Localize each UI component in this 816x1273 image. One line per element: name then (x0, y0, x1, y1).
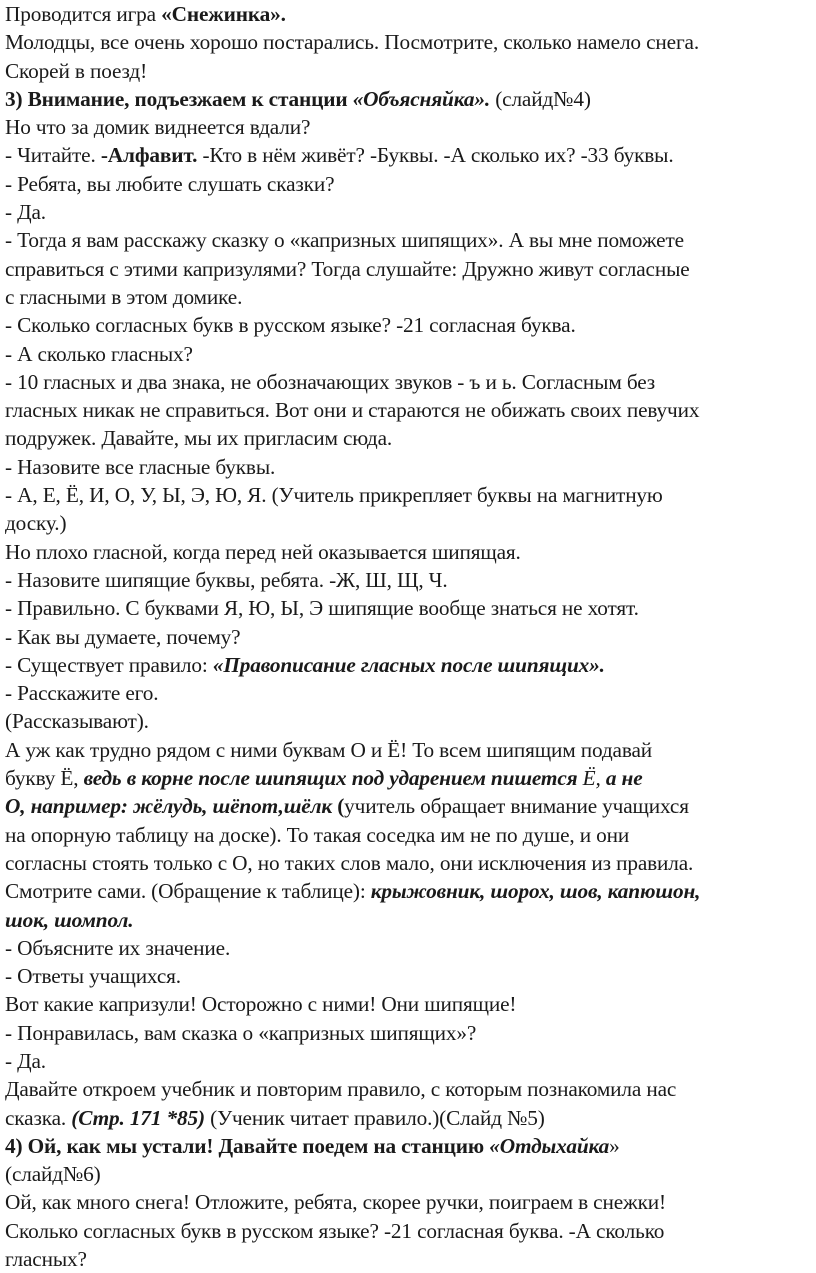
text-line (5, 1217, 813, 1245)
text-run: - Назовите шипящие буквы, ребята. -Ж, Ш, Щ, Ч. (5, 567, 448, 592)
emphasized-text-run: а не (600, 766, 643, 791)
emphasized-text-run: -Алфавит. (100, 143, 198, 168)
text-run: - Читайте. (5, 143, 101, 168)
text-run: - Да. (5, 200, 46, 225)
text-run: Но что за домик виднеется вдали? (5, 115, 311, 140)
text-run: (Ученик читает правило.)(Слайд №5) (204, 1105, 545, 1130)
emphasized-text-run: ведь в корне после шипящих под ударением пишется (83, 766, 583, 791)
text-run: - Да. (5, 1048, 46, 1073)
text-run: (Рассказывают). (5, 709, 149, 734)
text-run: Проводится игра (5, 2, 162, 26)
emphasized-text-run: «Отдыхайка (489, 1133, 610, 1158)
text-run: - Назовите все гласные буквы. (5, 454, 276, 479)
text-line (5, 424, 813, 452)
text-run: согласны стоять только с О, но таких слов мало, они исключения из правила. (5, 850, 694, 875)
text-line (5, 906, 813, 934)
emphasized-text-run: О, например: жёлудь, шёпот,шёлк (5, 794, 333, 819)
text-line (5, 849, 813, 877)
text-run: Давайте откроем учебник и повторим правило, с которым познакомила нас (5, 1077, 677, 1102)
text-line (5, 764, 813, 792)
text-line (5, 538, 813, 566)
text-line (5, 623, 813, 651)
emphasized-text-run: «Объясняйка». (352, 86, 491, 111)
text-line (5, 1245, 813, 1273)
text-line (5, 934, 813, 962)
text-line (5, 141, 813, 169)
text-run: (слайд№6) (5, 1162, 101, 1187)
emphasized-text-run: Ё, (582, 766, 601, 791)
text-run: - 10 гласных и два знака, не обозначающих звуков - ъ и ь. Согласным без (5, 369, 656, 394)
text-run: - Ребята, вы любите слушать сказки? (5, 171, 335, 196)
document-page (5, 0, 813, 1273)
text-line (5, 28, 813, 56)
text-line (5, 1188, 813, 1216)
text-run: - Как вы думаете, почему? (5, 624, 241, 649)
text-line (5, 368, 813, 396)
emphasized-text-run: 3) Внимание, подъезжаем к станции (5, 86, 353, 111)
text-run: Но плохо гласной, когда перед ней оказывается шипящая. (5, 539, 521, 564)
text-line (5, 962, 813, 990)
text-run: доску.) (5, 511, 67, 536)
text-run: » (609, 1133, 620, 1158)
text-line (5, 821, 813, 849)
text-run: справиться с этими капризулями? Тогда слушайте: Дружно живут согласные (5, 256, 690, 281)
text-run: гласных? (5, 1247, 87, 1272)
emphasized-text-run: ( (332, 794, 345, 819)
text-line (5, 453, 813, 481)
text-line (5, 170, 813, 198)
text-line (5, 340, 813, 368)
text-run: на опорную таблицу на доске). То такая соседка им не по душе, и они (5, 822, 630, 847)
text-line (5, 481, 813, 509)
text-run: - Ответы учащихся. (5, 964, 181, 989)
text-line (5, 651, 813, 679)
text-run: - Объясните их значение. (5, 935, 231, 960)
text-line (5, 792, 813, 820)
text-run: -Кто в нём живёт? -Буквы. -А сколько их? -33 буквы. (197, 143, 674, 168)
text-line (5, 1132, 813, 1160)
text-run: (слайд№4) (490, 86, 591, 111)
text-line (5, 198, 813, 226)
text-line (5, 57, 813, 85)
emphasized-text-run: крыжовник, шорох, шов, капюшон, (370, 879, 701, 904)
emphasized-text-run: «Правописание гласных после шипящих». (212, 652, 605, 677)
text-run: - Понравилась, вам сказка о «капризных шипящих»? (5, 1020, 477, 1045)
text-run: Сколько согласных букв в русском языке? -21 согласная буква. -А сколько (5, 1218, 665, 1243)
text-run: - Существует правило: (5, 652, 213, 677)
text-line (5, 594, 813, 622)
text-run: букву Ё, (5, 766, 84, 791)
text-line (5, 1075, 813, 1103)
text-line (5, 283, 813, 311)
text-run: Смотрите сами. (Обращение к таблице): (5, 879, 371, 904)
text-line (5, 679, 813, 707)
emphasized-text-run: (Стр. 171 *85) (71, 1105, 205, 1130)
text-run: Молодцы, все очень хорошо постарались. Посмотрите, сколько намело снега. (5, 30, 700, 55)
text-run: учитель обращает внимание учащихся (344, 794, 689, 819)
text-line (5, 311, 813, 339)
text-run: сказка. (5, 1105, 72, 1130)
text-line (5, 509, 813, 537)
text-line (5, 566, 813, 594)
text-line (5, 255, 813, 283)
text-line (5, 1160, 813, 1188)
text-run: - Расскажите его. (5, 681, 159, 706)
text-line (5, 707, 813, 735)
text-line (5, 396, 813, 424)
text-line (5, 226, 813, 254)
text-run: Вот какие капризули! Осторожно с ними! Они шипящие! (5, 992, 517, 1017)
text-line (5, 877, 813, 905)
text-run: А уж как трудно рядом с ними буквам О и Ё! То всем шипящим подавай (5, 737, 653, 762)
emphasized-text-run: «Снежинка». (161, 2, 286, 26)
text-run: с гласными в этом домике. (5, 284, 243, 309)
emphasized-text-run: шок, шомпол. (5, 907, 134, 932)
text-run: Ой, как много снега! Отложите, ребята, скорее ручки, поиграем в снежки! (5, 1190, 666, 1215)
text-run: подружек. Давайте, мы их пригласим сюда. (5, 426, 393, 451)
emphasized-text-run: 4) Ой, как мы устали! Давайте поедем на станцию (5, 1133, 490, 1158)
text-line (5, 1104, 813, 1132)
text-line (5, 85, 813, 113)
text-line (5, 990, 813, 1018)
text-line (5, 736, 813, 764)
text-run: - Сколько согласных букв в русском языке? -21 согласная буква. (5, 313, 576, 338)
text-run: - А сколько гласных? (5, 341, 193, 366)
text-line (5, 0, 813, 28)
text-run: гласных никак не справиться. Вот они и стараются не обижать своих певучих (5, 398, 700, 423)
text-run: - Правильно. С буквами Я, Ю, Ы, Э шипящие вообще знаться не хотят. (5, 596, 639, 621)
text-run: - Тогда я вам расскажу сказку о «капризных шипящих». А вы мне поможете (5, 228, 684, 253)
text-line (5, 1019, 813, 1047)
text-run: - А, Е, Ё, И, О, У, Ы, Э, Ю, Я. (Учитель прикрепляет буквы на магнитную (5, 483, 663, 508)
text-line (5, 113, 813, 141)
text-line (5, 1047, 813, 1075)
text-run: Скорей в поезд! (5, 58, 148, 83)
